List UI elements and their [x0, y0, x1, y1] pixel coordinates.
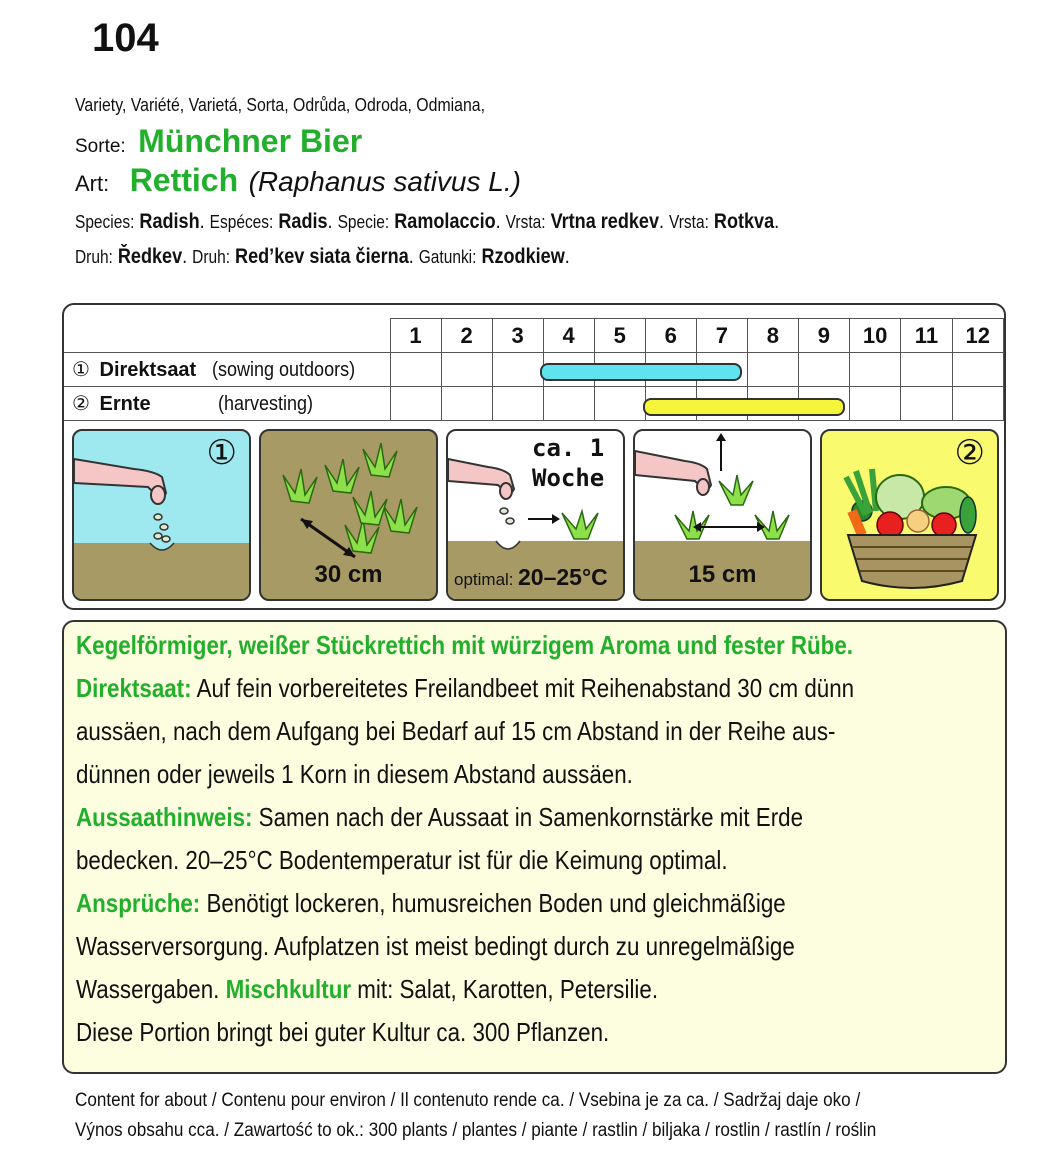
species-value: Radish: [139, 210, 200, 233]
tile-thinning: [633, 429, 812, 601]
month-5: 5: [594, 319, 645, 353]
aussaathinweis-label: Aussaathinweis:: [76, 802, 253, 832]
species-value: Ředkev: [117, 245, 183, 268]
direktsaat-label: Direktsaat:: [76, 673, 192, 703]
variety-line: Variety, Variété, Varietá, Sorta, Odrůda, Odroda, Odmiana,: [75, 95, 485, 115]
mischkultur-label: Mischkultur: [225, 974, 352, 1004]
variety-name: Münchner Bier: [138, 123, 363, 159]
sorte-label: Sorte:: [75, 136, 126, 157]
row-spacing-label: 30 cm: [314, 561, 383, 588]
portion-text: Diese Portion bringt bei guter Kultur ca. 300 Pflanzen.: [76, 1017, 610, 1047]
row-direktsaat: ① Direktsaat (sowing outdoors): [64, 353, 390, 387]
footer-line-1: Content for about / Contenu pour environ / Il contenuto rende ca. / Vsebina je za ca. / Sadržaj daje oko /: [75, 1090, 861, 1111]
species-value: Red’kev siata čierna: [235, 245, 409, 268]
month-10: 10: [849, 319, 900, 353]
tile-germination: [446, 429, 625, 601]
optimal-temp: 20–25°C: [517, 564, 608, 590]
art-line: [75, 162, 521, 199]
sorte-line: [75, 123, 362, 160]
germination-unit: Woche: [532, 464, 605, 492]
germination-time: ca. 1: [532, 434, 605, 462]
art-name: Rettich: [129, 162, 239, 198]
thinning-distance-label: 15 cm: [688, 561, 757, 588]
species-line-2: Druh: Ředkev. Druh: Red’kev siata čierna. Gatunki: Rzodkiew.: [75, 245, 570, 268]
art-label: Art:: [75, 171, 110, 196]
month-4: 4: [543, 319, 594, 353]
footer-line-2: Výnos obsahu cca. / Zawartość to ok.: 300 plants / plantes / piante / rastlin / biljaka / rostlin / rastlín / roślin: [75, 1120, 877, 1141]
month-11: 11: [901, 319, 952, 353]
tile-harvest: [820, 429, 999, 601]
month-1: 1: [390, 319, 441, 353]
sowing-calendar: [64, 318, 1004, 421]
direktsaat-period-bar: [540, 363, 742, 381]
ansprueche-label: Ansprüche:: [76, 888, 201, 918]
headline: Kegelförmiger, weißer Stückrettich mit würzigem Aroma und fester Rübe.: [76, 630, 853, 660]
page-number: 104: [92, 16, 159, 60]
tile-row-spacing: [259, 429, 438, 601]
month-6: 6: [645, 319, 696, 353]
tile-sowing: [72, 429, 251, 601]
month-3: 3: [492, 319, 543, 353]
species-value: Ramolaccio: [394, 210, 496, 233]
step-marker: ②: [954, 434, 985, 472]
step-marker: ①: [206, 434, 237, 472]
latin-name: (Raphanus sativus L.): [248, 166, 521, 197]
species-value: Rotkva: [713, 210, 775, 233]
species-value: Vrtna redkev: [550, 210, 659, 233]
species-value: Rzodkiew: [481, 245, 565, 268]
sowing-calendar-panel: [62, 303, 1006, 610]
optimal-label: optimal:: [454, 570, 514, 589]
species-value: Radis: [278, 210, 328, 233]
cultivation-info: Kegelförmiger, weißer Stückrettich mit würzigem Aroma und fester Rübe. Direktsaat: Auf fein vorbereitetes Freilandbeet mit Reihenabstand 30 cm dünn aussäen, nach dem Aufgang bei Bedarf auf 15 cm Abstand in der Reihe aus- dünnen oder jeweils 1 Korn in diesem Abstand aussäen. Aussaathinweis: Samen nach der Aussaat in Samenkornstärke mit Erde bedecken. 20–25°C Bodentemperatur ist für die Keimung optimal. Ansprüche: Benötigt lockeren, humusreichen Boden und gleichmäßige Wasserversorgung. Aufplatzen ist meist bedingt durch zu unregelmäßige Wassergaben. Mischkultur mit: Salat, Karotten, Petersilie. Diese Portion bringt bei guter Kultur ca. 300 Pflanzen.: [62, 620, 1007, 1074]
month-9: 9: [798, 319, 849, 353]
ernte-period-bar: [643, 398, 845, 416]
month-12: 12: [952, 319, 1003, 353]
species-line-1: Species: Radish. Espéces: Radis. Specie: Ramolaccio. Vrsta: Vrtna redkev. Vrsta: Rotkva.: [75, 210, 780, 233]
month-7: 7: [696, 319, 747, 353]
month-2: 2: [441, 319, 492, 353]
row-ernte: ② Ernte (harvesting): [64, 387, 390, 421]
month-8: 8: [747, 319, 798, 353]
